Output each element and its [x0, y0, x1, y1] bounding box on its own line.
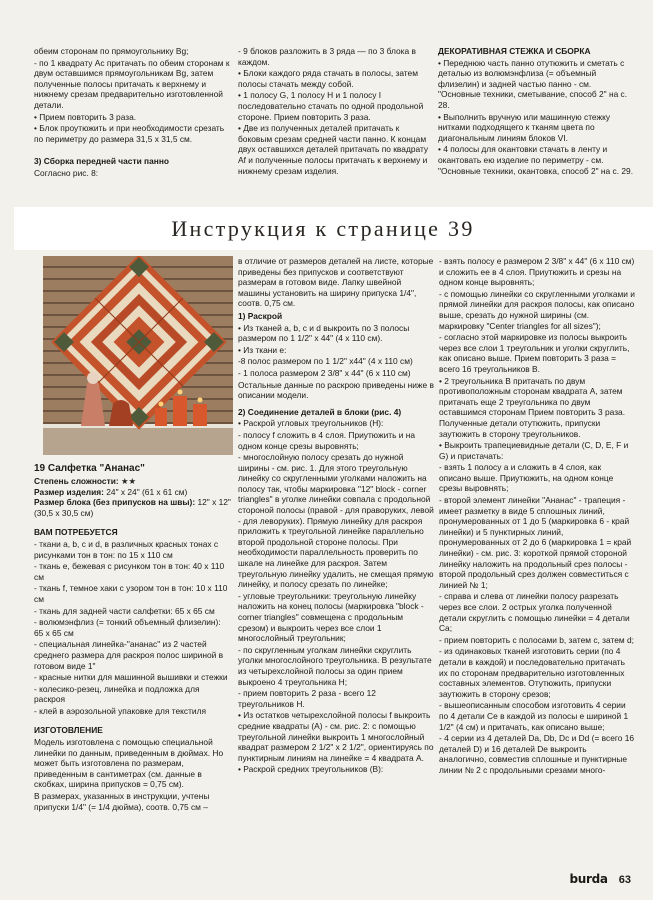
- paragraph: • 2 треугольника B притачать по двум противоположным сторонам квадрата A, затем притачать еще 2 треугольника по двум оставшимся сторонам Прием повторить 3 раза. Полученные детали отутюжить, припуски заутюжить в сторону треугольников.: [439, 375, 626, 439]
- paragraph: • Блоки каждого ряда стачать в полосы, затем полосы стачать между собой.: [238, 68, 418, 89]
- page-number: 63: [618, 874, 631, 886]
- paragraph: • 4 полосы для окантовки стачать в ленту и окантовать ею изделие по периметру - см. "Основные техники, окантовка, способ 2" на с. 29.: [438, 144, 634, 176]
- paragraph: - второй элемент линейки "Ананас" - трапеция - имеет разметку в виде 5 сплошных линий, пронумерованных от 1 до 5 (маркировка 6 - край линейки) и 5 пунктирных линий, пронумерованных от 2 до 6 (маркировка 1 = край линейки) - см. рис. 3: короткой прямой стороной линейку наложить на продольный срез полосы - второй продольный срез должен совместиться с линией № 1;: [439, 495, 632, 590]
- paragraph: - вышеописанным способом изготовить 4 серии по 4 детали Ce в каждой из полосы e шириной 1 1/2" (4 см) и притачать, как описано выше;: [439, 700, 629, 732]
- list-item: - клей в аэрозольной упаковке для текстиля: [34, 705, 207, 716]
- paragraph: • Выкроить трапециевидные детали (C, D, E, F и G) и пристачать:: [439, 440, 629, 461]
- paragraph: обеим сторонам по прямоугольнику Bg;: [34, 46, 189, 56]
- paragraph: Модель изготовлена с помощью специальной линейки по данным, приведенным в дюймах. Но может быть изготовлена по размерам, приведенным в сантиметрах (см. данные в скобках, ширина припусков = 0,75 см).: [34, 737, 224, 790]
- top-middle-column: [238, 46, 434, 177]
- paragraph: • Блок проутюжить и при необходимости срезать по периметру до размера 31,5 x 31,5 см.: [34, 123, 225, 144]
- block-value: 12" x 12" (30,5 x 30,5 см): [34, 497, 231, 518]
- paragraph: • Из остатков четырехслойной полосы f выкроить средние квадраты (A) - см. рис. 2: с помощью треугольной линейки выкроить 1 многослойный квадрат размером 2 1/2" x 2 1/2", ориентируясь по пунктирным линиям на линейке = 4 квадрата A.: [238, 710, 434, 763]
- bottom-left-column: [34, 462, 232, 813]
- paragraph: - согласно этой маркировке из полосы выкроить через все слои 1 треугольник и уголки скруглить, как описано выше. Прием повторить 3 раза = всего 16 треугольников B.: [439, 332, 630, 374]
- paragraph: - справа и слева от линейки полосу разрезать через все слои. 2 острых уголка полученной детали скруглить с помощью линейки = 4 детали Ca;: [439, 591, 630, 634]
- list-item: - ткани a, b, c и d, в различных красных тонах с рисунками тон в тон: по 15 x 110 см: [34, 538, 219, 560]
- brand-logo: burda: [569, 872, 608, 886]
- top-right-column: [438, 46, 634, 177]
- paragraph: - многослойную полосу срезать до нужной ширины - см. рис. 1. Для этого треугольную линейку со скругленными уголками наложить на полосу так, чтобы маркировка "12" block - corner triangles" в уголке линейки совпала с продольной стороной полосы (правой - для праворуких, левой - для леворуких). Прямую линейку для раскроя приложить к треугольной линейке параллельно второй продольной стороне полосы. При необходимости параллельность проверить по шкале на линейке для раскроя. Затем треугольную линейку удалить, не смещая прямую линейку, и полосу срезать по линейке;: [238, 452, 434, 590]
- paragraph: - полосу f сложить в 4 слоя. Приутюжить и на одном конце срезы выровнять;: [238, 429, 416, 451]
- size-line: [34, 487, 232, 498]
- difficulty-label: Степень сложности:: [34, 476, 119, 486]
- paragraph: • 1 полосу G, 1 полосу H и 1 полосу I последовательно стачать по одной продольной стороне. Прием повторить 3 раза.: [238, 90, 424, 122]
- paragraph: - угловые треугольники: треугольную линейку наложить на конец полосы (маркировка "block - corner triangles" совмещена с продольным срезом) и выкроить через все слои 1 многослойный треугольник;: [238, 590, 424, 644]
- paragraph: - с помощью линейки со скругленными уголками и прямой линейки для раскроя полосы, как описано выше, срезать до нужной ширины (см. маркировку "Center triangles for all sizes");: [439, 288, 635, 331]
- difficulty-stars: ★★: [120, 476, 136, 486]
- paragraph: - 1 полоса размером 2 3/8" x 44" (6 x 110 см): [238, 367, 411, 378]
- paragraph: • Раскрой угловых треугольников (H):: [238, 418, 384, 429]
- paragraph: - прием повторить с полосами b, затем с, затем d;: [439, 634, 634, 645]
- top-left-column: [34, 46, 230, 180]
- paragraph: • Переднюю часть панно отутюжить и сметать с деталью из волюмэнфлиза (= объемный флизелин) и задней частью панно - см. "Основные техники, сметывание, способ 2" на с. 28.: [438, 57, 628, 110]
- paragraph: • Раскрой средних треугольников (B):: [238, 764, 384, 775]
- section-heading: ВАМ ПОТРЕБУЕТСЯ: [34, 527, 118, 538]
- paragraph: • Выполнить вручную или машинную стежку нитками подходящего к тканям цвета по диагональным линиям блоков VI.: [438, 111, 611, 143]
- section-heading: ИЗГОТОВЛЕНИЕ: [34, 725, 103, 736]
- product-photo: [43, 256, 233, 455]
- list-item: - красные нитки для машинной вышивки и стежки: [34, 672, 228, 683]
- paragraph: Согласно рис. 8:: [34, 167, 99, 178]
- list-item: - колесико-резец, линейка и подложка для раскроя: [34, 683, 200, 705]
- list-item: - специальная линейка-"ананас" из 2 частей среднего размера для раскроя полос шириной в готовом виде 1": [34, 639, 224, 671]
- section-heading: 3) Сборка передней части панно: [34, 156, 169, 167]
- paragraph: • Прием повторить 3 раза.: [34, 111, 137, 122]
- item-title: 19 Салфетка "Ананас": [34, 463, 145, 474]
- list-item: - ткань f, темное хаки с узором тон в тон: 10 x 110 см: [34, 583, 228, 604]
- paragraph: - 9 блоков разложить в 3 ряда — по 3 блока в каждом.: [238, 46, 416, 67]
- paragraph: • Из тканей a, b, c и d выкроить по 3 полосы размером по 1 1/2" x 44" (4 x 110 см).: [238, 322, 410, 344]
- paragraph: Остальные данные по раскрою приведены ниже в описании модели.: [238, 379, 434, 401]
- list-item: - ткань e, бежевая с рисунком тон в тон: 40 x 110 см: [34, 561, 225, 582]
- section-heading: 2) Соединение деталей в блоки (рис. 4): [238, 406, 402, 417]
- bottom-right-column: [439, 256, 635, 777]
- paragraph: - прием повторить 2 раза - всего 12 треугольников H.: [238, 688, 376, 709]
- paragraph: в отличие от размеров деталей на листе, которые приведены без припусков и соответствуют размерам в готовом виде. Лапку швейной машины установить на ширину припуска 1/4", соотв. 0,75 см.: [238, 256, 434, 309]
- paragraph: -8 полос размером по 1 1/2" x44" (4 x 110 см): [238, 356, 413, 367]
- list-item: - ткань для задней части салфетки: 65 x 65 см: [34, 605, 215, 616]
- page-footer: [569, 872, 631, 886]
- paragraph: • Две из полученных деталей притачать к боковым срезам средней части панно. К концам двух оставшихся деталей притачать по квадрату Af и полученные полосы притачать к верхнему и нижнему срезам изделия.: [238, 123, 429, 176]
- instruction-band: [14, 207, 653, 250]
- paragraph: - по скругленным уголкам линейки скруглить уголки многослойного треугольника. В результате из четырехслойной полосы за один прием выкроено 4 треугольника H;: [238, 644, 432, 687]
- paragraph: - взять полосу e размером 2 3/8" x 44" (6 x 110 см) и сложить ее в 4 слоя. Приутюжить и срезы на одном конце выровнять;: [439, 256, 635, 288]
- paragraph: - по 1 квадрату Ас притачать по обеим сторонам к двум оставшимся прямоугольникам Bg, затем полученные полосы притачать к верхнему и нижнему срезам предварительно изготовленной детали.: [34, 57, 230, 110]
- paragraph: • Из ткани e:: [238, 344, 287, 355]
- paragraph: - 4 серии из 4 деталей Da, Db, Dc и Dd (= всего 16 деталей D) и 16 деталей De выкроить аналогично, совместив сплошные и пунктирные линии № 2 с продольными срезами много-: [439, 733, 635, 775]
- block-line: [34, 497, 232, 518]
- list-item: - волюмэнфлиз (= тонкий объемный флизелин): 65 x 65 см: [34, 617, 221, 638]
- section-heading: ДЕКОРАТИВНАЯ СТЕЖКА И СБОРКА: [438, 46, 591, 56]
- difficulty-line: [34, 476, 232, 487]
- paragraph: - взять 1 полосу a и сложить в 4 слоя, как описано выше. Приутюжить, на одном конце срезы выровнять;: [439, 462, 614, 494]
- block-label: Размер блока (без припусков на швы):: [34, 497, 196, 508]
- size-value: 24" x 24" (61 x 61 см): [106, 486, 188, 497]
- band-title: Инструкция к странице 39: [171, 216, 475, 241]
- quilt-illustration: [43, 256, 233, 455]
- section-heading: 1) Раскрой: [238, 310, 283, 321]
- bottom-middle-column: [238, 256, 434, 776]
- paragraph: - из одинаковых тканей изготовить серии (по 4 детали в каждой) и последовательно притачать их по сторонам предварительно изготовленных составных элементов. Отутюжить, припуски заутюжить в сторону срезов;: [439, 646, 626, 699]
- paragraph: В размерах, указанных в инструкции, учтены припуски 1/4" (= 1/4 дюйма), соотв. 0,75 см –: [34, 791, 210, 812]
- size-label: Размер изделия:: [34, 486, 104, 497]
